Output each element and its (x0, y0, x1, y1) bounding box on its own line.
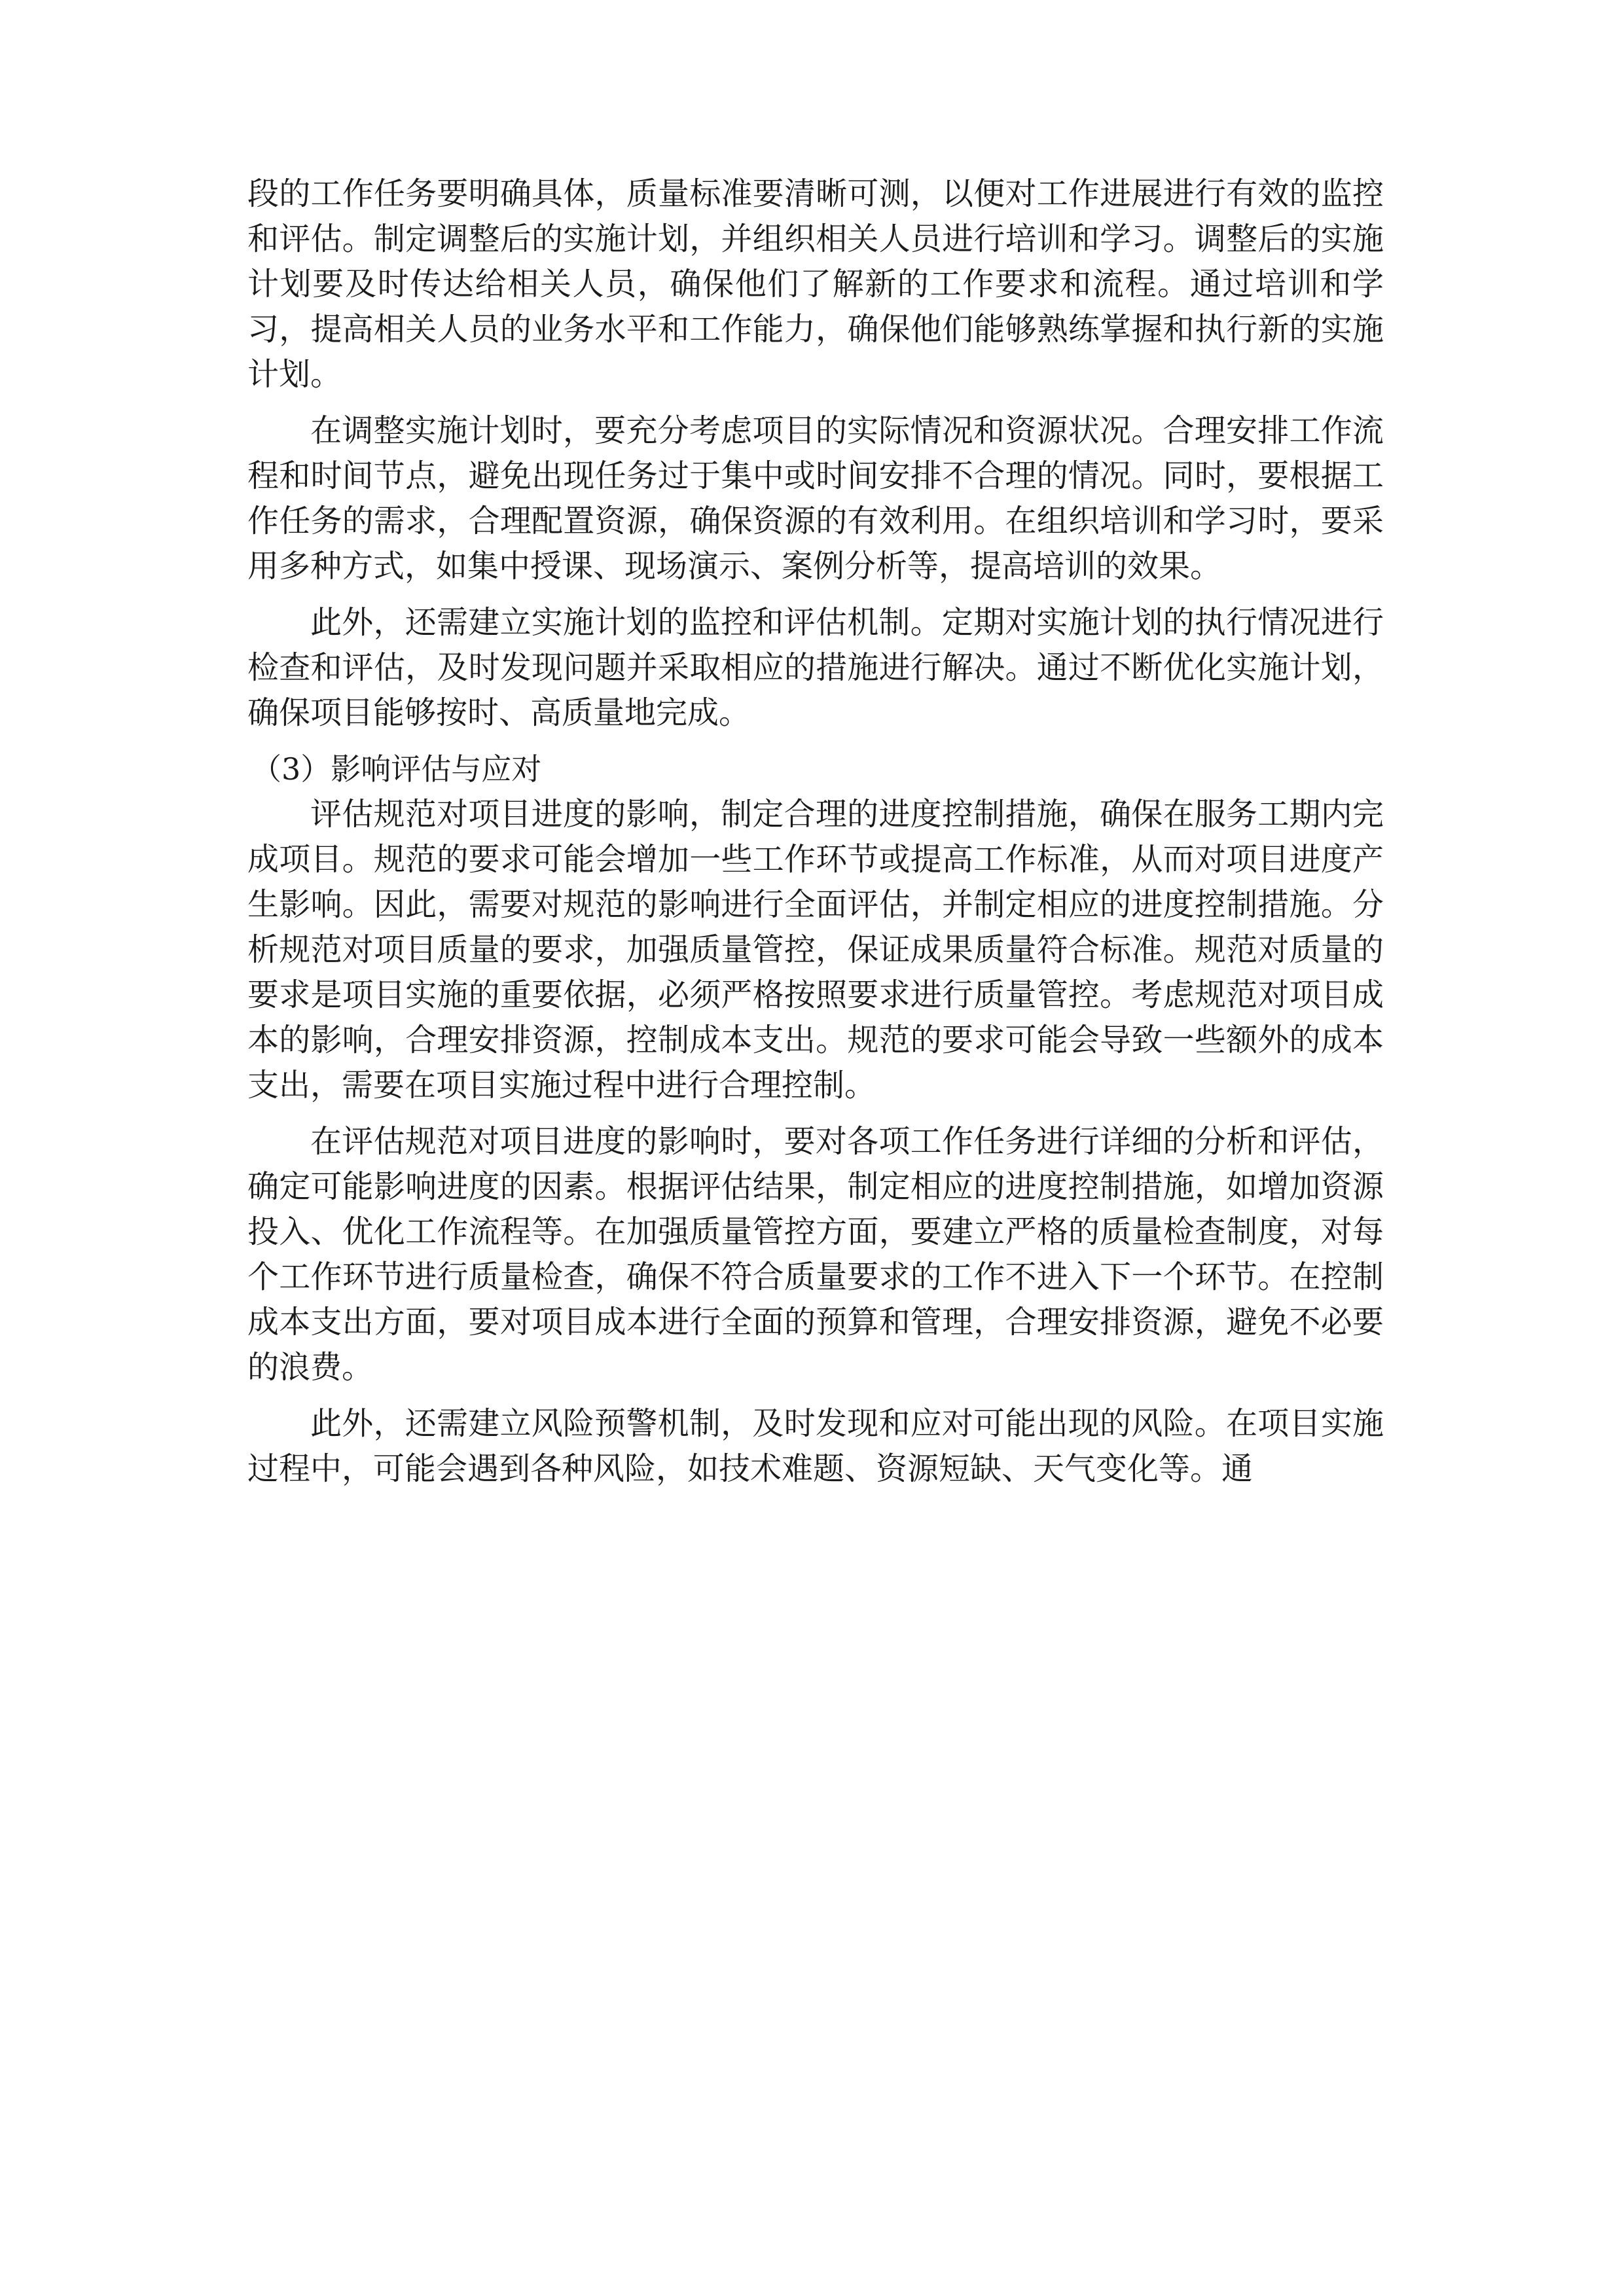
document-page (247, 171, 1384, 1503)
paragraph: 此外，还需建立实施计划的监控和评估机制。定期对实施计划的执行情况进行检查和评估，及时发现问题并采取相应的措施进行解决。通过不断优化实施计划，确保项目能够按时、高质量地完成。 (247, 604, 1384, 731)
paragraph-continued: 段的工作任务要明确具体，质量标准要清晰可测，以便对工作进展进行有效的监控和评估。制定调整后的实施计划，并组织相关人员进行培训和学习。调整后的实施计划要及时传达给相关人员，确保他们了解新的工作要求和流程。通过培训和学习，提高相关人员的业务水平和工作能力，确保他们能够熟练掌握和执行新的实施计划。 (247, 175, 1384, 393)
paragraph: 在评估规范对项目进度的影响时，要对各项工作任务进行详细的分析和评估，确定可能影响进度的因素。根据评估结果，制定相应的进度控制措施，如增加资源投入、优化工作流程等。在加强质量管控方面，要建立严格的质量检查制度，对每个工作环节进行质量检查，确保不符合质量要求的工作不进入下一个环节。在控制成本支出方面，要对项目成本进行全面的预算和管理，合理安排资源，避免不必要的浪费。 (247, 1123, 1384, 1386)
section-heading: （3）影响评估与应对 (251, 751, 542, 787)
paragraph: 评估规范对项目进度的影响，制定合理的进度控制措施，确保在服务工期内完成项目。规范的要求可能会增加一些工作环节或提高工作标准，从而对项目进度产生影响。因此，需要对规范的影响进行全面评估，并制定相应的进度控制措施。分析规范对项目质量的要求，加强质量管控，保证成果质量符合标准。规范对质量的要求是项目实施的重要依据，必须严格按照要求进行质量管控。考虑规范对项目成本的影响，合理安排资源，控制成本支出。规范的要求可能会导致一些额外的成本支出，需要在项目实施过程中进行合理控制。 (247, 796, 1384, 1103)
paragraph: 在调整实施计划时，要充分考虑项目的实际情况和资源状况。合理安排工作流程和时间节点，避免出现任务过于集中或时间安排不合理的情况。同时，要根据工作任务的需求，合理配置资源，确保资源的有效利用。在组织培训和学习时，要采用多种方式，如集中授课、现场演示、案例分析等，提高培训的效果。 (247, 412, 1384, 584)
paragraph: 此外，还需建立风险预警机制，及时发现和应对可能出现的风险。在项目实施过程中，可能会遇到各种风险，如技术难题、资源短缺、天气变化等。通 (247, 1405, 1384, 1487)
